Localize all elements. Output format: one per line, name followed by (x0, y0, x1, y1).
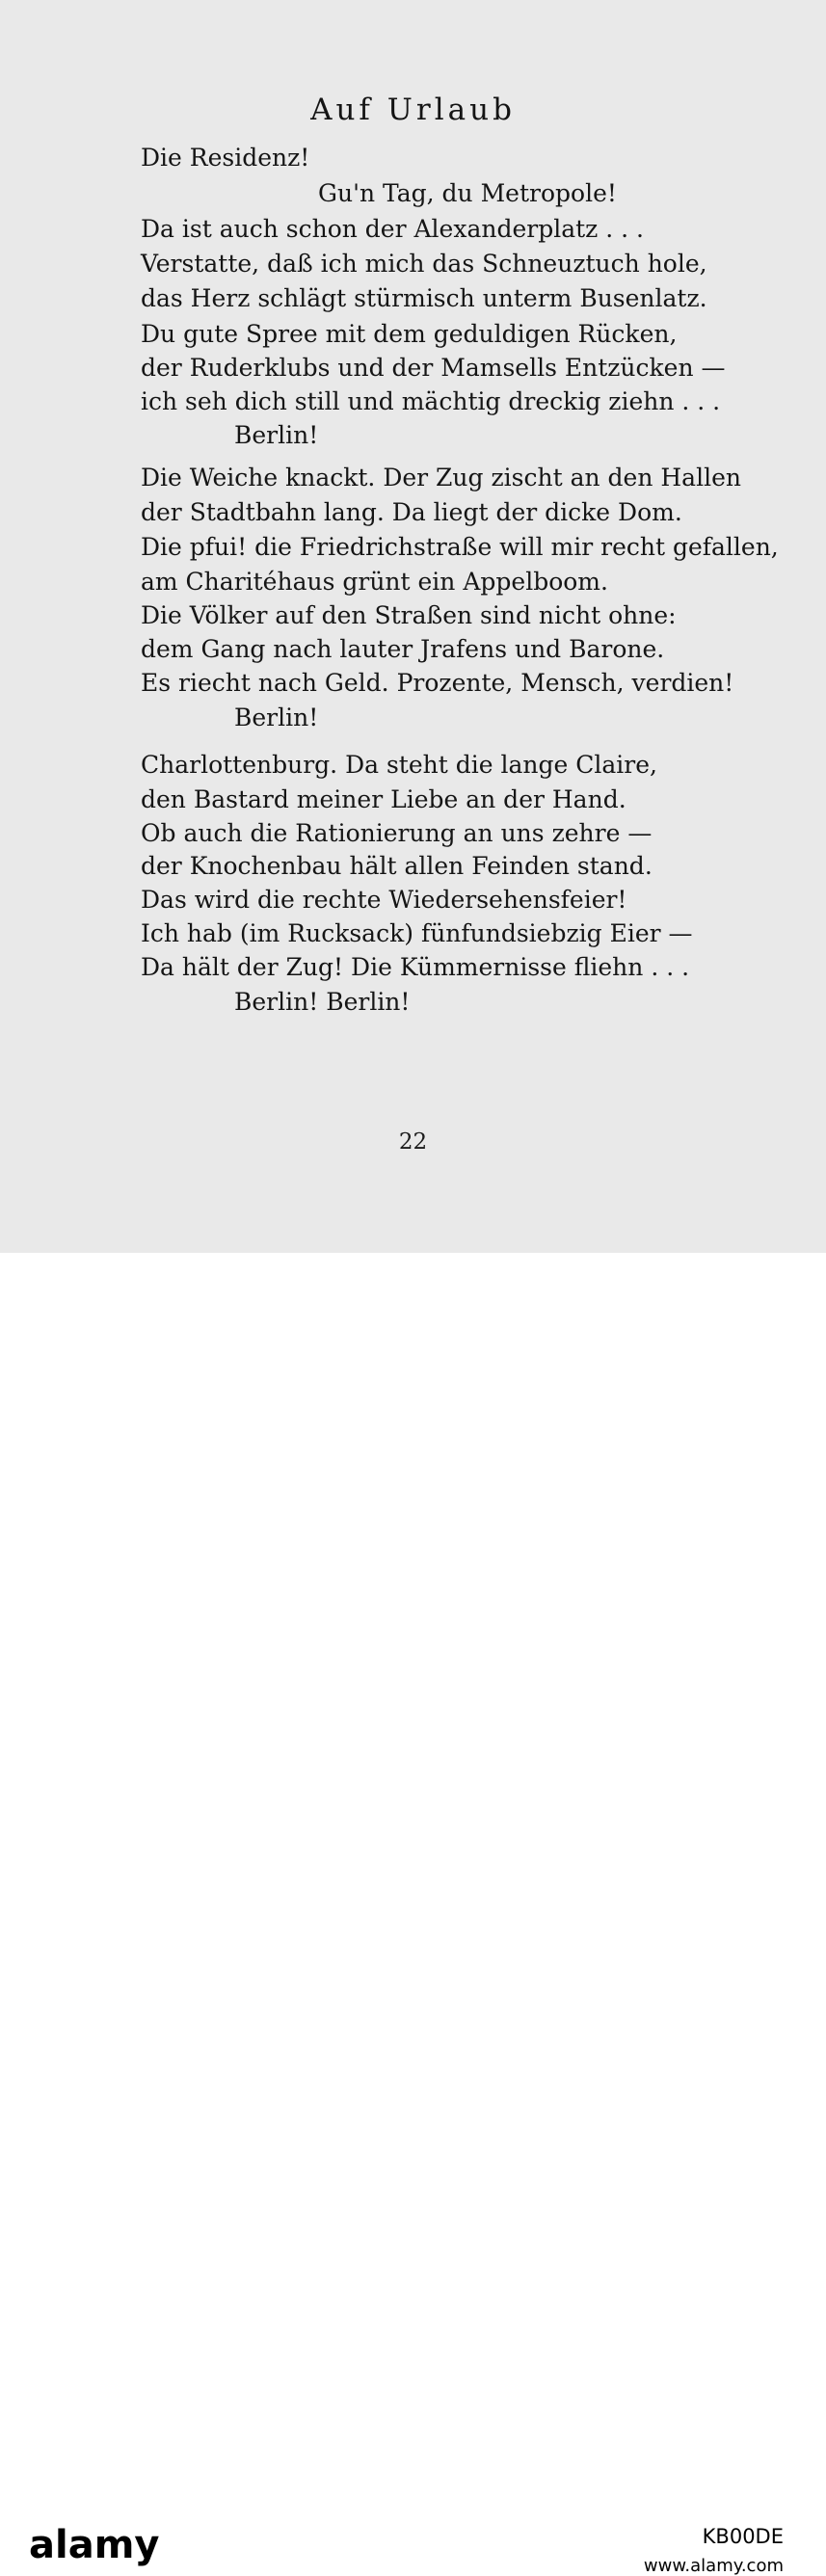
poem-line: Verstatte, daß ich mich das Schneuztuch hole, (141, 250, 707, 278)
poem-line: Ich hab (im Rucksack) fünfundsiebzig Eier — (141, 919, 693, 947)
poem-line: Da ist auch schon der Alexanderplatz . . . (141, 215, 644, 243)
poem-line: ich seh dich still und mächtig dreckig ziehn . . . (141, 387, 721, 415)
poem-line: Die Residenz! (141, 144, 310, 172)
poem-line: der Ruderklubs und der Mamsells Entzücken — (141, 354, 726, 382)
poem-line: Die Weiche knackt. Der Zug zischt an den Hallen (141, 464, 741, 491)
watermark-site: www.alamy.com (643, 2556, 784, 2576)
poem-line: Da hält der Zug! Die Kümmernisse fliehn . . . (141, 953, 690, 981)
poem-line: den Bastard meiner Liebe an der Hand. (141, 785, 626, 813)
poem-line: Berlin! (234, 704, 319, 731)
poem-line: Gu'n Tag, du Metropole! (318, 179, 617, 207)
poem-line: Die Völker auf den Straßen sind nicht ohne: (141, 601, 677, 629)
page-number: 22 (398, 1129, 428, 1155)
poem-line: das Herz schlägt stürmisch unterm Busenlatz. (141, 284, 707, 312)
poem-line: der Knochenbau hält allen Feinden stand. (141, 852, 653, 880)
watermark-image-id: KB00DE (702, 2525, 784, 2548)
poem-title: Auf Urlaub (310, 93, 516, 127)
poem-line: Das wird die rechte Wiedersehensfeier! (141, 886, 627, 914)
poem-line: am Charitéhaus grünt ein Appelboom. (141, 568, 608, 596)
poem-line: Du gute Spree mit dem geduldigen Rücken, (141, 320, 678, 348)
poem-line: dem Gang nach lauter Jrafens und Barone. (141, 635, 665, 663)
poem-line: Berlin! Berlin! (234, 988, 411, 1016)
poem-line: Es riecht nach Geld. Prozente, Mensch, verdien! (141, 669, 734, 697)
poem-line: Ob auch die Rationierung an uns zehre — (141, 819, 653, 847)
poem-line: Charlottenburg. Da steht die lange Claire, (141, 751, 657, 779)
poem-line: der Stadtbahn lang. Da liegt der dicke Dom. (141, 498, 682, 526)
poem-line: Berlin! (234, 421, 319, 449)
watermark-logo: alamy (29, 2523, 160, 2567)
watermark-bar (0, 1253, 826, 2576)
book-page (0, 0, 826, 1253)
poem-line: Die pfui! die Friedrichstraße will mir recht gefallen, (141, 533, 779, 561)
